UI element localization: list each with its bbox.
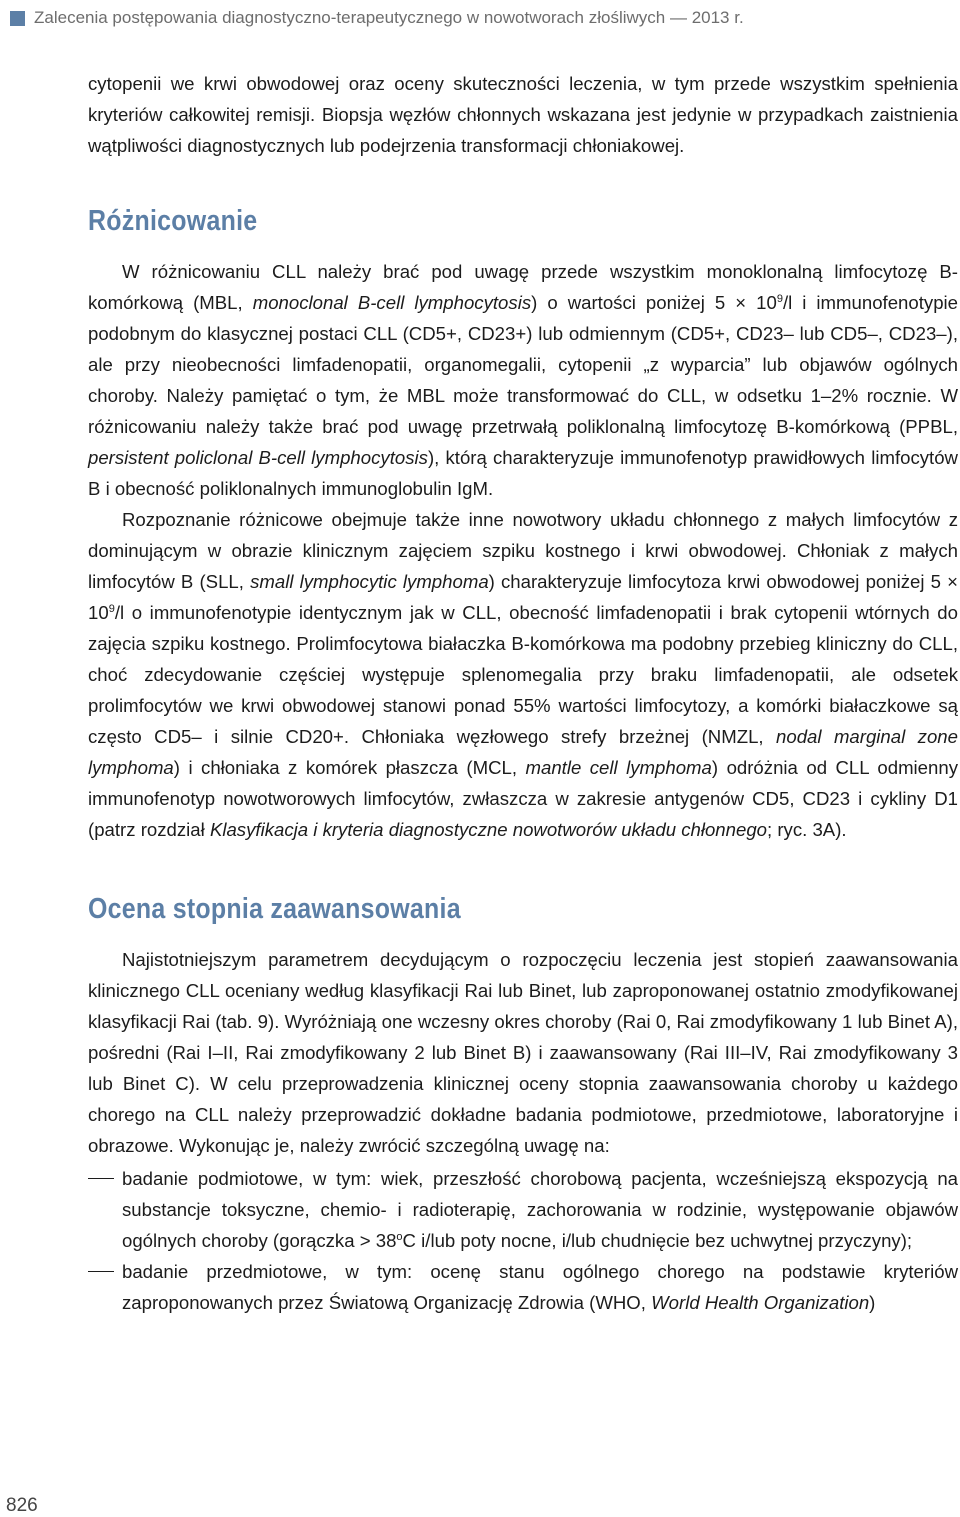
running-header: [10, 6, 744, 30]
differential-paragraph-2: Rozpoznanie różnicowe obejmuje także inne nowotwory układu chłonnego z małych limfocytów z dominującym w obrazie klinicznym zajęciem szpiku kostnego i krwi obwodowej. Chłoniak z małych limfocytów B (SLL, small lymphocytic lymphoma) charakteryzuje limfocytoza krwi obwodowej poniżej $5 \times 10^9/l$ o immunofenotypie identycznym jak w CLL, obecność limfadenopatii i brak cytopenii wtórnych do zajęcia szpiku kostnego. Prolimfocytowa białaczka B-komórkowa ma podobny przebieg kliniczny do CLL, choć zdecydowanie częściej występuje splenomegalia przy braku limfadenopatii, ale odsetek prolimfocytów we krwi obwodowej stanowi ponad 55% wartości limfocytozy, a komórki białaczkowe są często CD5– i silnie CD20+. Chłoniaka węzłowego strefy brzeżnej (NMZL, nodal marginal zone lymphoma) i chłoniaka z komórek płaszcza (MCL, mantle cell lymphoma) odróżnia od CLL odmienny immunofenotyp nowotworowych limfocytów, zwłaszcza w zakresie antygenów CD5, CD23 i cykliny D1 (patrz rozdział Klasyfikacja i kryteria diagnostyczne nowotworów układu chłonnego; ryc. 3A).: [88, 509, 959, 840]
staging-paragraph: Najistotniejszym parametrem decydującym o rozpoczęciu leczenia jest stopień zaawansowania klinicznego CLL oceniany według klasyfikacji Rai lub Binet, lub zaproponowanej ostatnio zmodyfikowanej klasyfikacji Rai (tab. 9). Wyróżniają one wczesny okres choroby (Rai 0, Rai zmodyfikowany 1 lub Binet A), pośredni (Rai I–II, Rai zmodyfikowany 2 lub Binet B) i zaawansowany (Rai III–IV, Rai zmodyfikowany 3 lub Binet C). W celu przeprowadzenia klinicznej oceny stopnia zaawansowania choroby u każdego chorego na CLL należy przeprowadzić dokładne badania podmiotowe, przedmiotowe, laboratoryjne i obrazowe. Wykonując je, należy zwrócić szczególną uwagę na:: [88, 949, 958, 1156]
page-number: 826: [6, 1495, 38, 1516]
dash-bullet-icon: [88, 1271, 114, 1272]
dash-bullet-icon: [88, 1178, 114, 1179]
intro-paragraph: cytopenii we krwi obwodowej oraz oceny skuteczności leczenia, w tym przede wszystkim spełnienia kryteriów całkowitej remisji. Biopsja węzłów chłonnych wskazana jest jedynie w przypadkach zaistnienia wątpliwości diagnostycznych lub podejrzenia transformacji chłoniakowej.: [88, 73, 958, 156]
differential-paragraph-1: W różnicowaniu CLL należy brać pod uwagę przede wszystkim monoklonalną limfocytozę B-komórkową (MBL, monoclonal B-cell lymphocytosis) o wartości poniżej $5 \times 10^9/l$ i immunofenotypie podobnym do klasycznej postaci CLL (CD5+, CD23+) lub odmiennym (CD5+, CD23– lub CD5–, CD23–), ale przy nieobecności limfadenopatii, organomegalii, cytopenii „z wyparcia” lub objawów ogólnych choroby. Należy pamiętać o tym, że MBL może transformować do CLL, w odsetku 1–2% rocznie. W różnicowaniu należy także brać pod uwagę przetrwałą poliklonalną limfocytozę B-komórkową (PPBL, persistent policlonal B-cell lymphocytosis), którą charakteryzuje immunofenotyp prawidłowych limfocytów B i obecność poliklonalnych immunoglobulin IgM.: [88, 261, 959, 499]
section-title-staging: Ocena stopnia zaawansowania: [88, 893, 461, 925]
list-item: badanie przedmiotowe, w tym: ocenę stanu ogólnego chorego na podstawie kryteriów zaproponowanych przez Światową Organizację Zdrowia (WHO, World Health Organization): [88, 1256, 958, 1318]
header-square-marker: [10, 11, 25, 26]
header-title: Zalecenia postępowania diagnostyczno-terapeutycznego w nowotworach złośliwych — 2013 r.: [34, 8, 744, 27]
section-title-differential: Różnicowanie: [88, 205, 258, 237]
staging-bullet-list: [88, 1163, 958, 1318]
list-item: badanie podmiotowe, w tym: wiek, przeszłość chorobową pacjenta, wcześniejszą ekspozycją na substancje toksyczne, chemio- i radioterapię, zachorowania w rodzinie, występowanie objawów ogólnych choroby (gorączka > $38^oC$ i/lub poty nocne, i/lub chudnięcie bez uchwytnej przyczyny);: [88, 1163, 958, 1256]
page-content: [88, 68, 958, 1318]
